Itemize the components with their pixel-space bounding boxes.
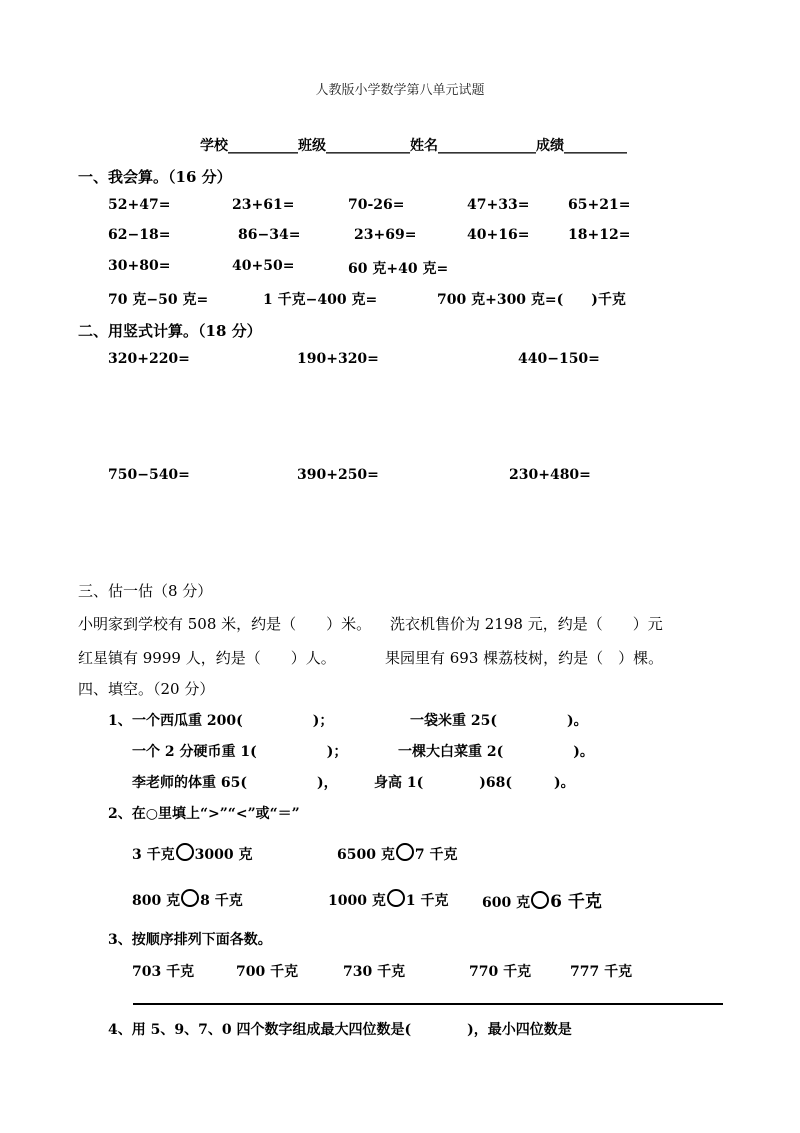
calc-item: 700 克+300 克=( )千克	[437, 292, 626, 308]
compare-item: 600 克 6 千克	[482, 892, 602, 912]
weight-item: 700 千克	[236, 964, 299, 980]
calc-item: 40+16=	[467, 227, 530, 243]
calc-item: 23+61=	[232, 197, 295, 213]
fill-blank-item: 一个 2 分硬币重 1( )；	[132, 744, 348, 760]
calc-item: 40+50=	[232, 258, 295, 274]
compare-item: 800 克 8 千克	[132, 889, 243, 910]
student-info-line: 学校__________班级____________姓名______________成绩_________	[200, 138, 627, 154]
vertical-calc-item: 230+480=	[509, 467, 591, 483]
fill-blank-item: 一袋米重 25( )。	[410, 713, 588, 729]
calc-item: 70 克−50 克=	[108, 292, 209, 308]
section1-heading: 一、我会算。（16 分）	[78, 168, 232, 186]
section4-heading: 四、填空。（20 分）	[78, 680, 215, 698]
answer-line	[133, 1003, 723, 1005]
fill-blank-item: 一棵大白菜重 2( )。	[398, 744, 594, 760]
weight-item: 777 千克	[570, 964, 633, 980]
compare-circle[interactable]	[176, 843, 194, 861]
compare-item: 6500 克 7 千克	[337, 843, 457, 864]
estimate-question: 洗衣机售价为 2198 元，约是（ ）元	[390, 615, 663, 633]
q3-label: 3、按顺序排列下面各数。	[108, 932, 272, 948]
q1-number: 1、	[108, 713, 132, 729]
vertical-calc-item: 390+250=	[297, 467, 379, 483]
q4-text: 4、用 5、9、7、0 四个数字组成最大四位数是( )，最小四位数是	[108, 1022, 572, 1038]
vertical-calc-item: 440−150=	[518, 351, 600, 367]
weight-item: 703 千克	[132, 964, 195, 980]
compare-item: 1000 克 1 千克	[328, 889, 448, 910]
estimate-question: 果园里有 693 棵荔枝树，约是（ ）棵。	[385, 649, 664, 667]
page-title: 人教版小学数学第八单元试题	[315, 83, 485, 98]
calc-item: 60 克+40 克=	[348, 261, 449, 277]
vertical-calc-item: 750−540=	[108, 467, 190, 483]
compare-circle[interactable]	[531, 891, 549, 909]
compare-circle[interactable]	[387, 889, 405, 907]
calc-item: 47+33=	[467, 197, 530, 213]
estimate-question: 小明家到学校有 508 米，约是（ ）米。	[78, 615, 372, 633]
vertical-calc-item: 190+320=	[297, 351, 379, 367]
calc-item: 62−18=	[108, 227, 171, 243]
weight-item: 770 千克	[469, 964, 532, 980]
calc-item: 70-26=	[348, 197, 405, 213]
section2-heading: 二、用竖式计算。（18 分）	[78, 322, 262, 340]
calc-item: 18+12=	[568, 227, 631, 243]
compare-item: 3 千克 3000 克	[132, 843, 252, 864]
calc-item: 65+21=	[568, 197, 631, 213]
vertical-calc-item: 320+220=	[108, 351, 190, 367]
compare-circle[interactable]	[181, 889, 199, 907]
calc-item: 23+69=	[354, 227, 417, 243]
fill-blank-item: 李老师的体重 65( )，	[132, 775, 338, 791]
compare-circle[interactable]	[396, 843, 414, 861]
section3-heading: 三、估一估（8 分）	[78, 582, 213, 600]
calc-item: 52+47=	[108, 197, 171, 213]
calc-item: 86−34=	[238, 227, 301, 243]
calc-item: 30+80=	[108, 258, 171, 274]
fill-blank-item: 一个西瓜重 200( )；	[132, 713, 334, 729]
weight-item: 730 千克	[343, 964, 406, 980]
fill-blank-item: 身高 1( )68( )。	[374, 775, 575, 791]
estimate-question: 红星镇有 9999 人，约是（ ）人。	[78, 649, 336, 667]
q2-label: 2、在○里填上“>”“<”或“＝”	[108, 806, 300, 822]
calc-item: 1 千克−400 克=	[263, 292, 378, 308]
